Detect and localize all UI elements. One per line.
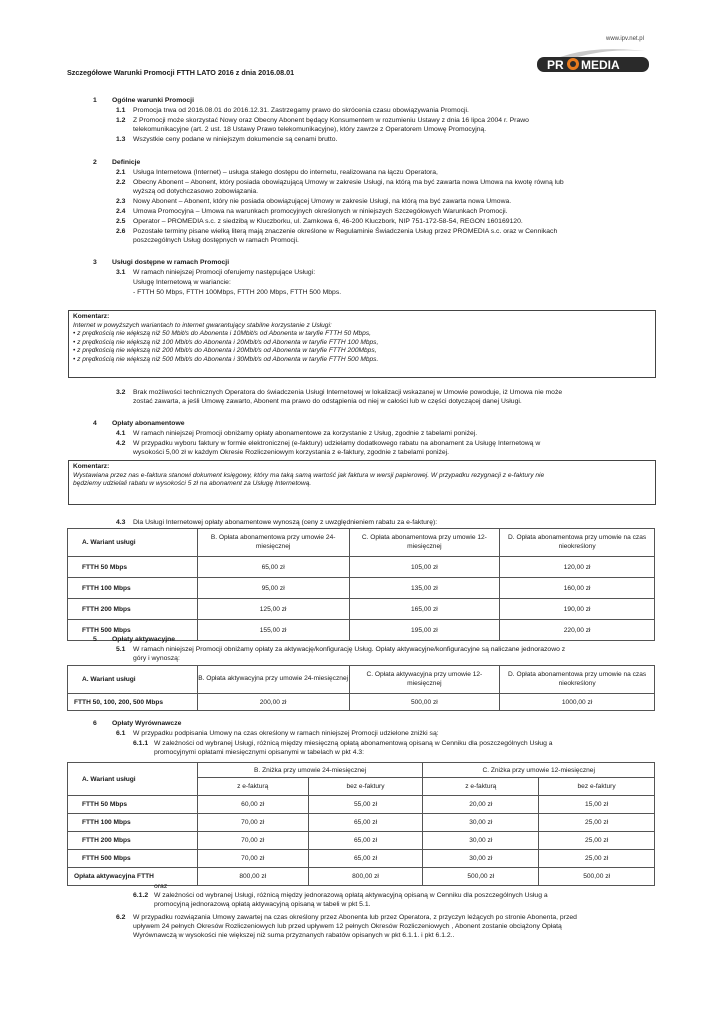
table-cell: 70,00 zł bbox=[197, 832, 308, 850]
header-cell: C. Zniżka przy umowie 12-miesięcznej bbox=[423, 763, 655, 778]
table-cell: 25,00 zł bbox=[539, 832, 655, 850]
subscription-fee-table bbox=[67, 528, 655, 641]
row-label: FTTH 100 Mbps bbox=[68, 814, 198, 832]
item-text: wyższą od dotychczasowo zobowiązania. bbox=[133, 188, 259, 195]
comment-line: • z prędkością nie większą niż 500 Mbit/s do Abonenta i 30Mbit/s od Abonenta w taryfie FTTH 500 Mbps. bbox=[73, 355, 379, 363]
section-6-tail bbox=[0, 882, 724, 962]
row-label: FTTH 50 Mbps bbox=[68, 796, 198, 814]
table-cell: 65,00 zł bbox=[308, 832, 423, 850]
header-cell: bez e-faktury bbox=[308, 778, 423, 796]
item-text: upływem 24 pełnych Okresów Rozliczeniowych lub przed upływem 12 pełnych Okresów Rozliczeniowych , Abonent zostanie obciążony Opłatą bbox=[133, 923, 562, 930]
item-text: W przypadku rozwiązania Umowy zawartej na czas określony przez Abonenta lub przez Operatora, z przyczyn leżących po stronie Abonenta, przed bbox=[133, 914, 577, 921]
table-row bbox=[68, 796, 655, 814]
promedia-logo bbox=[533, 45, 653, 75]
table-cell: 195,00 zł bbox=[349, 620, 500, 641]
item-text: telekomunikacyjne (art. 2 ust. 18 Ustawy Prawo telekomunikacyjne), który zawrze z Operatorem Umowę Promocyjną. bbox=[133, 126, 487, 133]
table-cell: 500,00 zł bbox=[349, 694, 500, 711]
table-cell: 155,00 zł bbox=[197, 620, 349, 641]
comment-title: Komentarz: bbox=[73, 313, 110, 320]
header-cell: B. Opłata abonamentowa przy umowie 24-miesięcznej bbox=[197, 529, 349, 557]
table-cell: 190,00 zł bbox=[500, 599, 655, 620]
row-label: FTTH 200 Mbps bbox=[68, 599, 198, 620]
table-cell: 120,00 zł bbox=[500, 557, 655, 578]
item-number: 3.2 bbox=[116, 389, 126, 396]
section-title: Opłaty Wyrównawcze bbox=[112, 720, 182, 727]
item-text: W ramach niniejszej Promocji oferujemy następujące Usługi: bbox=[133, 269, 316, 276]
comment-title: Komentarz: bbox=[73, 463, 110, 470]
item-number: 1.2 bbox=[116, 117, 126, 124]
item-text: W przypadku podpisania Umowy na czas określony w ramach niniejszej Promocji udzielone zniżki są: bbox=[133, 730, 439, 737]
item-text: W zależności od wybranej Usługi, różnicą między jednorazową opłatą aktywacyjną opisaną w Cenniku dla poszczególnych Usług a bbox=[154, 892, 548, 899]
comment-line: będziemy udzielali rabatu w wysokości 5 zł na abonament za Usługę Internetową. bbox=[73, 480, 312, 488]
table-cell: 105,00 zł bbox=[349, 557, 500, 578]
item-text: Operator – PROMEDIA s.c. z siedzibą w Kluczborku, ul. Zamkowa 6, 46-200 Kluczbork, NIP 751-172-58-54, REGON 160169120. bbox=[133, 218, 523, 225]
svg-text:PR: PR bbox=[547, 58, 564, 72]
item-text: promocyjną jednorazową opłatą aktywacyjną opisaną w tabeli w pkt 5.1. bbox=[154, 901, 371, 908]
table-cell: 500,00 zł bbox=[423, 868, 539, 886]
item-number: 4.2 bbox=[116, 440, 126, 447]
table-cell: 15,00 zł bbox=[539, 796, 655, 814]
section-5 bbox=[0, 635, 724, 665]
item-number: 5.1 bbox=[116, 646, 126, 653]
item-number: 2.2 bbox=[116, 179, 126, 186]
table-cell: 30,00 zł bbox=[423, 850, 539, 868]
item-text: Brak możliwości technicznych Operatora do świadczenia Usługi Internetowej w lokalizacji wskazanej w Umowie powoduje, iż Umowa nie może bbox=[133, 389, 563, 396]
comment-line: • z prędkością nie większą niż 200 Mbit/s do Abonenta i 20Mbit/s od Abonenta w taryfie FTTH 200Mbps, bbox=[73, 347, 377, 355]
item-text: W ramach niniejszej Promocji obniżamy opłaty abonamentowe za korzystanie z Usług, zgodnie z tabelami poniżej. bbox=[133, 430, 478, 437]
header-cell: A. Wariant usługi bbox=[68, 763, 198, 796]
section-title: Opłaty aktywacyjne bbox=[112, 636, 176, 643]
section-number: 2 bbox=[93, 159, 97, 166]
item-number: 4.1 bbox=[116, 430, 126, 437]
section-title: Ogólne warunki Promocji bbox=[112, 97, 194, 104]
table-cell: 1000,00 zł bbox=[500, 694, 655, 711]
table-header-row bbox=[68, 666, 655, 694]
svg-text:MEDIA: MEDIA bbox=[581, 58, 620, 72]
item-number: 6.1.2 bbox=[133, 892, 149, 899]
item-number: 3.1 bbox=[116, 269, 126, 276]
item-text: Promocja trwa od 2016.08.01 do 2016.12.31. Zastrzegamy prawo do skrócenia czasu obowiązywania Promocji. bbox=[133, 107, 469, 114]
table-cell: 70,00 zł bbox=[197, 814, 308, 832]
table-cell: 500,00 zł bbox=[539, 868, 655, 886]
section-number: 5 bbox=[93, 636, 97, 643]
header-cell: z e-fakturą bbox=[423, 778, 539, 796]
table-cell: 95,00 zł bbox=[197, 578, 349, 599]
item-number: 6.2 bbox=[116, 914, 126, 921]
header-cell: z e-fakturą bbox=[197, 778, 308, 796]
row-label: FTTH 50, 100, 200, 500 Mbps bbox=[68, 694, 198, 711]
comment-line: Internet w powyższych wariantach to internet gwarantujący stabilne korzystanie z Usługi: bbox=[73, 321, 332, 329]
item-text: Wyrównawczą w wysokości nie większej niż suma przyznanych rabatów opisanych w pkt 6.1.1. i pkt 6.1.2.. bbox=[133, 932, 455, 939]
section-1 bbox=[0, 96, 724, 156]
table-cell: 135,00 zł bbox=[349, 578, 500, 599]
header-cell: A. Wariant usługi bbox=[68, 529, 198, 557]
compensation-discount-table bbox=[67, 762, 655, 886]
item-number: 6.1 bbox=[116, 730, 126, 737]
comment-box-speeds bbox=[68, 310, 656, 378]
item-text: Wszystkie ceny podane w niniejszym dokumencie są cenami brutto. bbox=[133, 136, 338, 143]
section-4 bbox=[0, 419, 724, 459]
item-text: Umowa Promocyjna – Umowa na warunkach promocyjnych określonych w niniejszych Szczegółowych Warunkach Promocji. bbox=[133, 208, 508, 215]
item-text: Usługa Internetowa (Internet) – usługa stałego dostępu do internetu, realizowana na łączu Operatora, bbox=[133, 169, 438, 176]
table-row bbox=[68, 694, 655, 711]
table-header-row bbox=[68, 529, 655, 557]
item-text: - FTTH 50 Mbps, FTTH 100Mbps, FTTH 200 Mbps, FTTH 500 Mbps. bbox=[133, 289, 342, 296]
item-text: zostać zawarta, a jeśli Umowę zawarto, Abonent ma prawo do odstąpienia od niej w całości lub w części dotyczącej danej Usługi. bbox=[133, 398, 522, 405]
section-number: 6 bbox=[93, 720, 97, 727]
row-label: FTTH 50 Mbps bbox=[68, 557, 198, 578]
row-label: FTTH 500 Mbps bbox=[68, 620, 198, 641]
section-number: 4 bbox=[93, 420, 97, 427]
item-text: góry i wynoszą: bbox=[133, 655, 180, 662]
section-2 bbox=[0, 158, 724, 258]
section-title: Opłaty abonamentowe bbox=[112, 420, 185, 427]
item-text: Z Promocji może skorzystać Nowy oraz Obecny Abonent będący Konsumentem w rozumieniu Ustawy z dnia 16 lipca 2004 r. Prawo bbox=[133, 117, 529, 124]
table-cell: 800,00 zł bbox=[197, 868, 308, 886]
row-label: FTTH 200 Mbps bbox=[68, 832, 198, 850]
table-cell: 55,00 zł bbox=[308, 796, 423, 814]
website-url[interactable]: www.ipv.net.pl bbox=[606, 36, 644, 42]
item-text: Pozostałe terminy pisane wielką literą mają znaczenie określone w Regulaminie Świadczenia Usług przez PROMEDIA s.c. oraz w Cennikach bbox=[133, 228, 558, 235]
table-cell: 25,00 zł bbox=[539, 850, 655, 868]
item-text: promocyjnymi opłatami miesięcznymi opisanymi w tabelach w pkt 4.3: bbox=[154, 749, 365, 756]
table-row bbox=[68, 599, 655, 620]
item-text: Usługę Internetową w wariancie: bbox=[133, 279, 231, 286]
comment-line: • z prędkością nie większą niż 100 Mbit/s do Abonenta i 20Mbit/s od Abonenta w taryfie FTTH 100 Mbps, bbox=[73, 338, 379, 346]
activation-fee-table bbox=[67, 665, 655, 711]
connector-text: oraz bbox=[154, 883, 168, 890]
item-text: W przypadku wyboru faktury w formie elektronicznej (e-faktury) udzielamy dodatkowego rabatu na abonament za Usługę Internetową w bbox=[133, 440, 541, 447]
comment-line: Wystawiana przez nas e-faktura stanowi dokument księgowy, który ma taką samą wartość jak faktura w wersji papierowej. W przypadku rezygnacji z e-faktury nie bbox=[73, 471, 545, 479]
header-cell: B. Opłata aktywacyjna przy umowie 24-miesięcznej bbox=[197, 666, 349, 694]
section-number: 1 bbox=[93, 97, 97, 104]
section-4-3 bbox=[0, 518, 724, 528]
table-cell: 25,00 zł bbox=[539, 814, 655, 832]
header-cell: bez e-faktury bbox=[539, 778, 655, 796]
item-text: Dla Usługi Internetowej opłaty abonamentowe wynoszą (ceny z uwzględnieniem rabatu za e-fakturę): bbox=[133, 519, 438, 526]
table-cell: 70,00 zł bbox=[197, 850, 308, 868]
section-6 bbox=[0, 719, 724, 761]
table-row bbox=[68, 578, 655, 599]
table-row bbox=[68, 557, 655, 578]
row-label: FTTH 100 Mbps bbox=[68, 578, 198, 599]
section-3-2 bbox=[0, 388, 724, 408]
row-label: FTTH 500 Mbps bbox=[68, 850, 198, 868]
table-row bbox=[68, 814, 655, 832]
table-cell: 65,00 zł bbox=[197, 557, 349, 578]
section-title: Definicje bbox=[112, 159, 141, 166]
item-number: 2.4 bbox=[116, 208, 126, 215]
header-cell: B. Zniżka przy umowie 24-miesięcznej bbox=[197, 763, 423, 778]
table-cell: 20,00 zł bbox=[423, 796, 539, 814]
item-number: 6.1.1 bbox=[133, 740, 149, 747]
table-cell: 30,00 zł bbox=[423, 814, 539, 832]
table-cell: 160,00 zł bbox=[500, 578, 655, 599]
header-cell: D. Opłata abonamentowa przy umowie na czas nieokreślony bbox=[500, 529, 655, 557]
item-number: 1.1 bbox=[116, 107, 126, 114]
item-number: 2.1 bbox=[116, 169, 126, 176]
item-number: 2.5 bbox=[116, 218, 126, 225]
item-text: W zależności od wybranej Usługi, różnicą między miesięczną opłatą abonamentową opisaną w Cenniku dla poszczególnych Usług a bbox=[154, 740, 553, 747]
table-row bbox=[68, 832, 655, 850]
item-text: wysokości 5,00 zł w każdym Okresie Rozliczeniowym korzystania z e-faktury, zgodnie z tabelami poniżej. bbox=[133, 449, 450, 456]
header-cell: C. Opłata aktywacyjna przy umowie 12-miesięcznej bbox=[349, 666, 500, 694]
table-cell: 30,00 zł bbox=[423, 832, 539, 850]
item-number: 2.6 bbox=[116, 228, 126, 235]
item-text: Nowy Abonent – Abonent, który nie posiada obowiązującej Umowy w zakresie Usługi, na którą ma być zawarta nowa Umowa. bbox=[133, 198, 512, 205]
table-cell: 60,00 zł bbox=[197, 796, 308, 814]
section-title: Usługi dostępne w ramach Promocji bbox=[112, 259, 230, 266]
table-cell: 800,00 zł bbox=[308, 868, 423, 886]
table-cell: 65,00 zł bbox=[308, 814, 423, 832]
comment-line: • z prędkością nie większą niż 50 Mbit/s do Abonenta i 10Mbit/s od Abonenta w taryfie FTTH 50 Mbps, bbox=[73, 330, 371, 338]
table-cell: 125,00 zł bbox=[197, 599, 349, 620]
row-label: Opłata aktywacyjna FTTH bbox=[68, 868, 198, 886]
section-number: 3 bbox=[93, 259, 97, 266]
table-cell: 220,00 zł bbox=[500, 620, 655, 641]
header-cell: C. Opłata abonamentowa przy umowie 12-miesięcznej bbox=[349, 529, 500, 557]
table-header-row bbox=[68, 763, 655, 778]
item-text: Obecny Abonent – Abonent, który posiada obowiązującą Umowy w zakresie Usługi, na którą ma być zawarta nowa Umowa na kwotę równą lub bbox=[133, 179, 564, 186]
table-row bbox=[68, 850, 655, 868]
table-cell: 200,00 zł bbox=[197, 694, 349, 711]
item-number: 2.3 bbox=[116, 198, 126, 205]
comment-box-efaktura bbox=[68, 460, 656, 505]
document-title: Szczegółowe Warunki Promocji FTTH LATO 2016 z dnia 2016.08.01 bbox=[67, 68, 295, 77]
item-number: 1.3 bbox=[116, 136, 126, 143]
header-cell: A. Wariant usługi bbox=[68, 666, 198, 694]
header-cell: D. Opłata abonamentowa przy umowie na czas nieokreślony bbox=[500, 666, 655, 694]
section-3 bbox=[0, 258, 724, 303]
item-text: poszczególnych Usług dostępnych w ramach Promocji. bbox=[133, 237, 299, 244]
item-number: 4.3 bbox=[116, 519, 126, 526]
table-cell: 165,00 zł bbox=[349, 599, 500, 620]
item-text: W ramach niniejszej Promocji obniżamy opłaty za aktywację/konfigurację Usług. Opłaty aktywacyjne/konfiguracyjne są naliczane jednorazowo z bbox=[133, 646, 566, 653]
table-cell: 65,00 zł bbox=[308, 850, 423, 868]
